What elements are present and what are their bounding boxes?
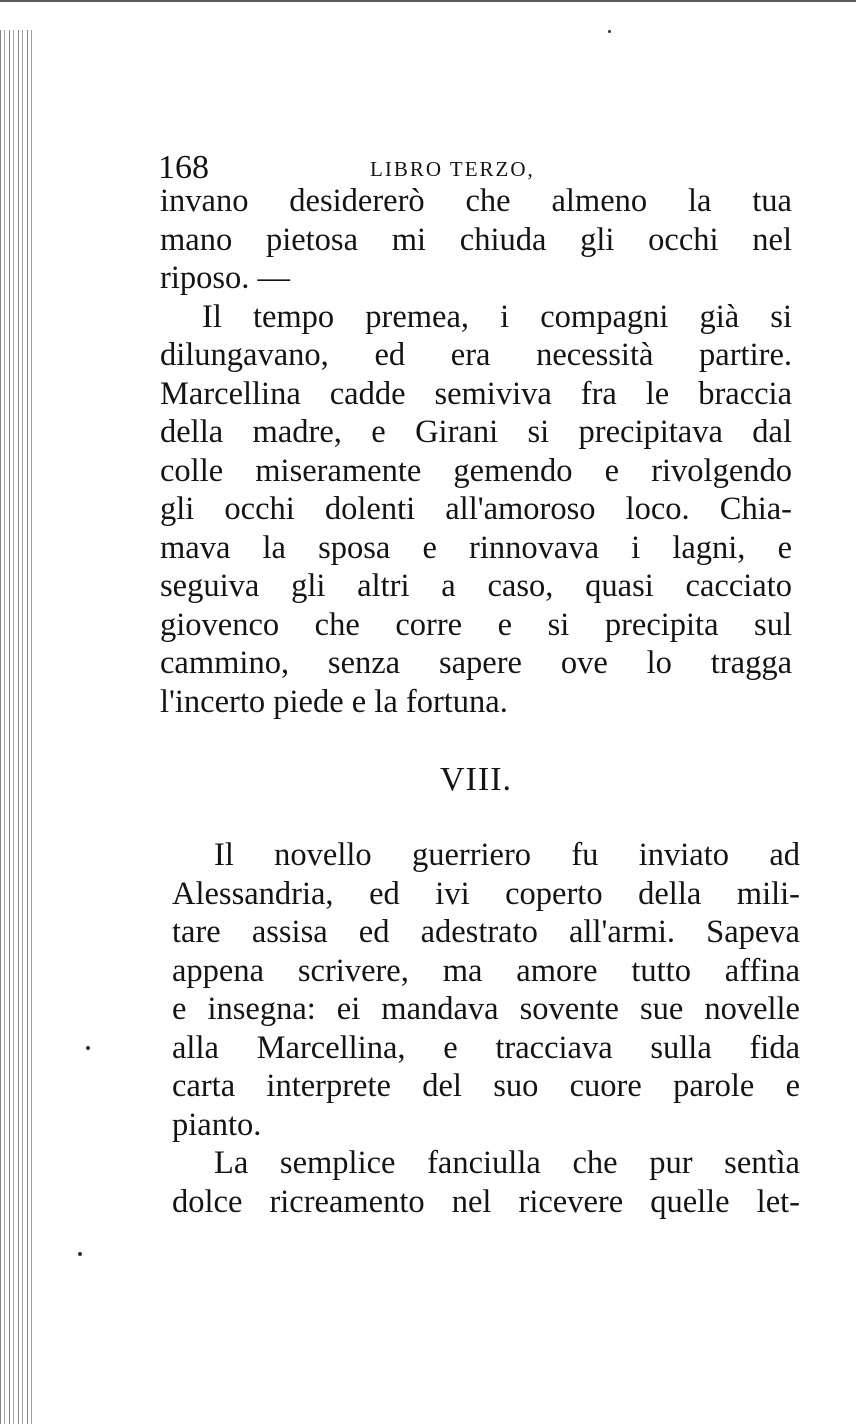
text-line: tare assisa ed adestrato all'armi. Sapeva — [172, 914, 800, 950]
text-line: e insegna: ei mandava sovente sue novelle — [172, 991, 800, 1027]
text-line: Alessandria, ed ivi coperto della mili- — [172, 875, 800, 912]
text-line: dolce ricreamento nel ricevere quelle let- — [172, 1183, 800, 1220]
binding-edge — [0, 30, 34, 1424]
ink-speck — [78, 1252, 82, 1256]
text-line: invano desidererò che almeno la tua — [160, 183, 792, 219]
text-line: Il tempo premea, i compagni già si — [202, 298, 792, 335]
text-line: gli occhi dolenti all'amoroso loco. Chia- — [160, 491, 792, 527]
text-line: Il novello guerriero fu inviato ad — [214, 837, 800, 873]
body-text-section-1 — [160, 182, 792, 721]
text-line: Marcellina cadde semiviva fra le braccia — [160, 375, 792, 412]
text-line: dilungavano, ed era necessità partire. — [160, 337, 792, 373]
text-line: mano pietosa mi chiuda gli occhi nel — [160, 221, 792, 258]
text-line: pianto. — [172, 1106, 262, 1143]
text-line: della madre, e Girani si precipitava dal — [160, 414, 792, 450]
text-line: colle miseramente gemendo e rivolgendo — [160, 452, 792, 489]
chapter-heading: VIII. — [440, 761, 513, 798]
text-line: appena scrivere, ma amore tutto affina — [172, 952, 800, 989]
ink-speck — [86, 1046, 90, 1050]
text-line: carta interprete del suo cuore parole e — [172, 1068, 800, 1104]
top-border — [0, 0, 856, 8]
running-head: LIBRO TERZO, — [370, 157, 535, 181]
text-line: riposo. — — [160, 260, 290, 296]
text-line: mava la sposa e rinnovava i lagni, e — [160, 529, 792, 566]
text-line: giovenco che corre e si precipita sul — [160, 606, 792, 643]
body-text-section-2 — [172, 836, 800, 1221]
text-line: alla Marcellina, e tracciava sulla fida — [172, 1029, 800, 1066]
ink-speck — [608, 30, 611, 33]
page-number: 168 — [158, 149, 209, 186]
text-line: seguiva gli altri a caso, quasi cacciato — [160, 568, 792, 604]
text-line: l'incerto piede e la fortuna. — [160, 683, 508, 720]
text-line: La semplice fanciulla che pur sentìa — [214, 1145, 800, 1181]
text-line: cammino, senza sapere ove lo tragga — [160, 645, 792, 681]
